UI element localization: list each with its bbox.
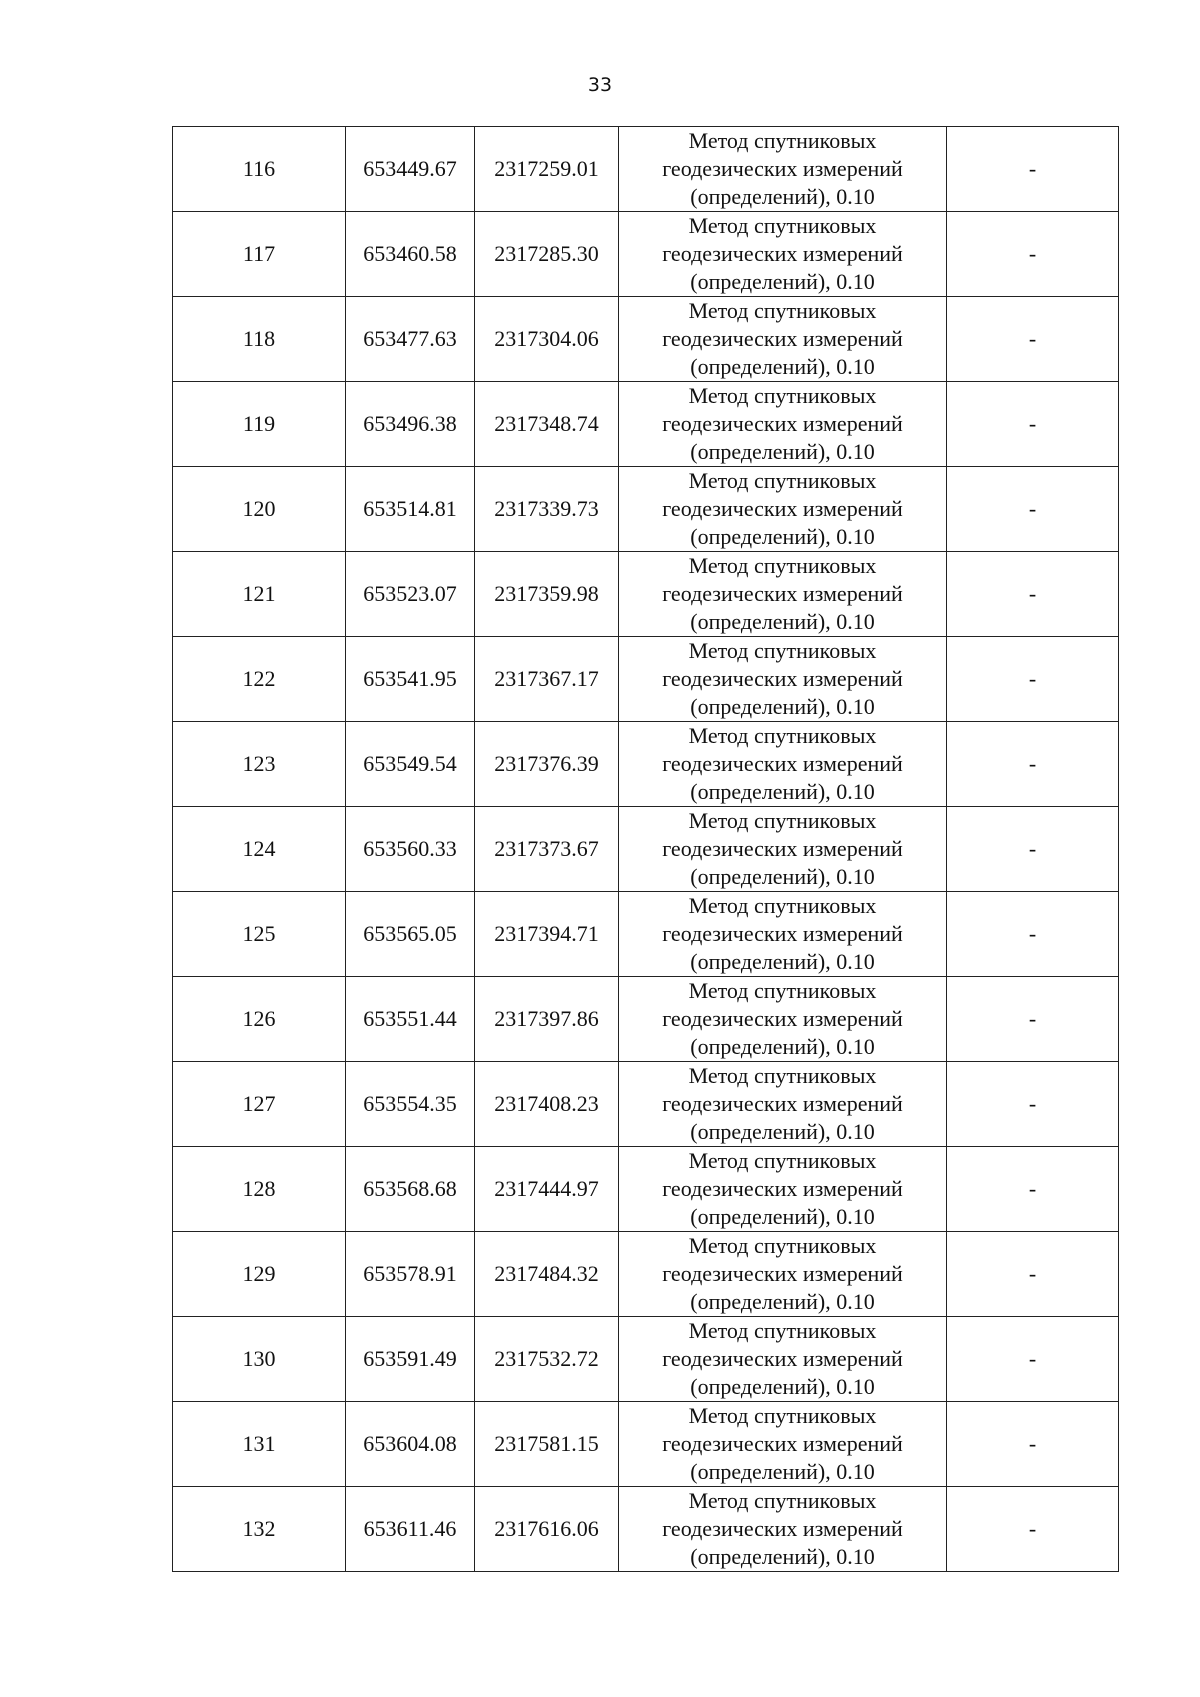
method-line: Метод спутниковых: [688, 1063, 877, 1088]
method-line: (определений), 0.10: [690, 1119, 875, 1144]
method-line: Метод спутниковых: [688, 1148, 877, 1173]
method-line: (определений), 0.10: [690, 1374, 875, 1399]
point-number-cell: 124: [173, 807, 346, 892]
method-cell: [619, 127, 947, 212]
method-cell: [619, 1147, 947, 1232]
y-coordinate-cell: 2317285.30: [475, 212, 619, 297]
table-row: [173, 552, 1119, 637]
method-line: Метод спутниковых: [688, 978, 877, 1003]
method-line: геодезических измерений: [662, 1261, 903, 1286]
note-cell: -: [947, 1147, 1119, 1232]
method-cell: [619, 467, 947, 552]
method-line: Метод спутниковых: [688, 553, 877, 578]
method-line: геодезических измерений: [662, 1516, 903, 1541]
note-cell: -: [947, 382, 1119, 467]
table-row: [173, 1317, 1119, 1402]
table-row: [173, 1402, 1119, 1487]
method-line: (определений), 0.10: [690, 779, 875, 804]
method-line: геодезических измерений: [662, 836, 903, 861]
method-line: Метод спутниковых: [688, 1488, 877, 1513]
method-cell: [619, 552, 947, 637]
method-line: геодезических измерений: [662, 326, 903, 351]
method-line: (определений), 0.10: [690, 609, 875, 634]
method-line: (определений), 0.10: [690, 1204, 875, 1229]
method-cell: [619, 1317, 947, 1402]
x-coordinate-cell: 653565.05: [346, 892, 475, 977]
x-coordinate-cell: 653496.38: [346, 382, 475, 467]
method-line: (определений), 0.10: [690, 354, 875, 379]
y-coordinate-cell: 2317616.06: [475, 1487, 619, 1572]
method-cell: [619, 297, 947, 382]
note-cell: -: [947, 1062, 1119, 1147]
x-coordinate-cell: 653460.58: [346, 212, 475, 297]
method-line: (определений), 0.10: [690, 524, 875, 549]
table-row: [173, 1487, 1119, 1572]
y-coordinate-cell: 2317581.15: [475, 1402, 619, 1487]
x-coordinate-cell: 653578.91: [346, 1232, 475, 1317]
page-number: 33: [587, 74, 613, 96]
method-cell: [619, 382, 947, 467]
table-row: [173, 212, 1119, 297]
x-coordinate-cell: 653477.63: [346, 297, 475, 382]
x-coordinate-cell: 653541.95: [346, 637, 475, 722]
point-number-cell: 129: [173, 1232, 346, 1317]
point-number-cell: 130: [173, 1317, 346, 1402]
note-cell: -: [947, 892, 1119, 977]
y-coordinate-cell: 2317359.98: [475, 552, 619, 637]
table-row: [173, 467, 1119, 552]
table-row: [173, 1232, 1119, 1317]
table-row: [173, 1062, 1119, 1147]
point-number-cell: 128: [173, 1147, 346, 1232]
y-coordinate-cell: 2317339.73: [475, 467, 619, 552]
point-number-cell: 121: [173, 552, 346, 637]
y-coordinate-cell: 2317367.17: [475, 637, 619, 722]
table-row: [173, 382, 1119, 467]
y-coordinate-cell: 2317444.97: [475, 1147, 619, 1232]
table-row: [173, 807, 1119, 892]
method-line: геодезических измерений: [662, 1006, 903, 1031]
method-line: Метод спутниковых: [688, 893, 877, 918]
method-cell: [619, 892, 947, 977]
method-cell: [619, 212, 947, 297]
method-line: геодезических измерений: [662, 1091, 903, 1116]
method-line: Метод спутниковых: [688, 383, 877, 408]
y-coordinate-cell: 2317348.74: [475, 382, 619, 467]
method-line: геодезических измерений: [662, 751, 903, 776]
method-line: геодезических измерений: [662, 666, 903, 691]
point-number-cell: 127: [173, 1062, 346, 1147]
method-line: Метод спутниковых: [688, 468, 877, 493]
method-line: (определений), 0.10: [690, 269, 875, 294]
method-line: геодезических измерений: [662, 1431, 903, 1456]
method-line: (определений), 0.10: [690, 439, 875, 464]
method-line: Метод спутниковых: [688, 128, 877, 153]
x-coordinate-cell: 653523.07: [346, 552, 475, 637]
method-cell: [619, 1402, 947, 1487]
table-row: [173, 637, 1119, 722]
point-number-cell: 125: [173, 892, 346, 977]
method-line: геодезических измерений: [662, 581, 903, 606]
x-coordinate-cell: 653568.68: [346, 1147, 475, 1232]
note-cell: -: [947, 722, 1119, 807]
x-coordinate-cell: 653611.46: [346, 1487, 475, 1572]
point-number-cell: 126: [173, 977, 346, 1062]
method-line: геодезических измерений: [662, 1346, 903, 1371]
x-coordinate-cell: 653449.67: [346, 127, 475, 212]
method-line: геодезических измерений: [662, 921, 903, 946]
method-line: геодезических измерений: [662, 411, 903, 436]
x-coordinate-cell: 653554.35: [346, 1062, 475, 1147]
method-line: (определений), 0.10: [690, 694, 875, 719]
y-coordinate-cell: 2317376.39: [475, 722, 619, 807]
y-coordinate-cell: 2317304.06: [475, 297, 619, 382]
method-line: (определений), 0.10: [690, 1289, 875, 1314]
note-cell: -: [947, 1402, 1119, 1487]
method-line: Метод спутниковых: [688, 723, 877, 748]
coordinates-table: [172, 126, 1119, 1572]
y-coordinate-cell: 2317397.86: [475, 977, 619, 1062]
point-number-cell: 119: [173, 382, 346, 467]
note-cell: -: [947, 127, 1119, 212]
note-cell: -: [947, 1487, 1119, 1572]
note-cell: -: [947, 297, 1119, 382]
x-coordinate-cell: 653560.33: [346, 807, 475, 892]
y-coordinate-cell: 2317373.67: [475, 807, 619, 892]
point-number-cell: 118: [173, 297, 346, 382]
x-coordinate-cell: 653551.44: [346, 977, 475, 1062]
method-line: Метод спутниковых: [688, 298, 877, 323]
point-number-cell: 123: [173, 722, 346, 807]
method-line: (определений), 0.10: [690, 1034, 875, 1059]
method-line: (определений), 0.10: [690, 949, 875, 974]
method-cell: [619, 807, 947, 892]
note-cell: -: [947, 1317, 1119, 1402]
method-cell: [619, 1232, 947, 1317]
method-line: геодезических измерений: [662, 241, 903, 266]
method-cell: [619, 1487, 947, 1572]
note-cell: -: [947, 1232, 1119, 1317]
table-body: [173, 127, 1119, 1572]
table-row: [173, 297, 1119, 382]
method-line: Метод спутниковых: [688, 638, 877, 663]
note-cell: -: [947, 977, 1119, 1062]
method-cell: [619, 722, 947, 807]
point-number-cell: 131: [173, 1402, 346, 1487]
x-coordinate-cell: 653549.54: [346, 722, 475, 807]
x-coordinate-cell: 653514.81: [346, 467, 475, 552]
y-coordinate-cell: 2317259.01: [475, 127, 619, 212]
note-cell: -: [947, 807, 1119, 892]
y-coordinate-cell: 2317484.32: [475, 1232, 619, 1317]
method-line: геодезических измерений: [662, 1176, 903, 1201]
y-coordinate-cell: 2317394.71: [475, 892, 619, 977]
point-number-cell: 120: [173, 467, 346, 552]
note-cell: -: [947, 637, 1119, 722]
method-line: Метод спутниковых: [688, 1233, 877, 1258]
method-line: Метод спутниковых: [688, 808, 877, 833]
point-number-cell: 117: [173, 212, 346, 297]
method-line: геодезических измерений: [662, 156, 903, 181]
method-line: Метод спутниковых: [688, 1403, 877, 1428]
method-line: геодезических измерений: [662, 496, 903, 521]
note-cell: -: [947, 552, 1119, 637]
table-row: [173, 892, 1119, 977]
method-line: Метод спутниковых: [688, 1318, 877, 1343]
method-line: (определений), 0.10: [690, 184, 875, 209]
method-line: (определений), 0.10: [690, 864, 875, 889]
method-cell: [619, 637, 947, 722]
point-number-cell: 116: [173, 127, 346, 212]
note-cell: -: [947, 212, 1119, 297]
point-number-cell: 122: [173, 637, 346, 722]
y-coordinate-cell: 2317532.72: [475, 1317, 619, 1402]
y-coordinate-cell: 2317408.23: [475, 1062, 619, 1147]
x-coordinate-cell: 653604.08: [346, 1402, 475, 1487]
method-line: (определений), 0.10: [690, 1459, 875, 1484]
table-row: [173, 722, 1119, 807]
x-coordinate-cell: 653591.49: [346, 1317, 475, 1402]
table-row: [173, 1147, 1119, 1232]
method-cell: [619, 1062, 947, 1147]
table-row: [173, 127, 1119, 212]
point-number-cell: 132: [173, 1487, 346, 1572]
table-row: [173, 977, 1119, 1062]
method-cell: [619, 977, 947, 1062]
method-line: (определений), 0.10: [690, 1544, 875, 1569]
method-line: Метод спутниковых: [688, 213, 877, 238]
note-cell: -: [947, 467, 1119, 552]
